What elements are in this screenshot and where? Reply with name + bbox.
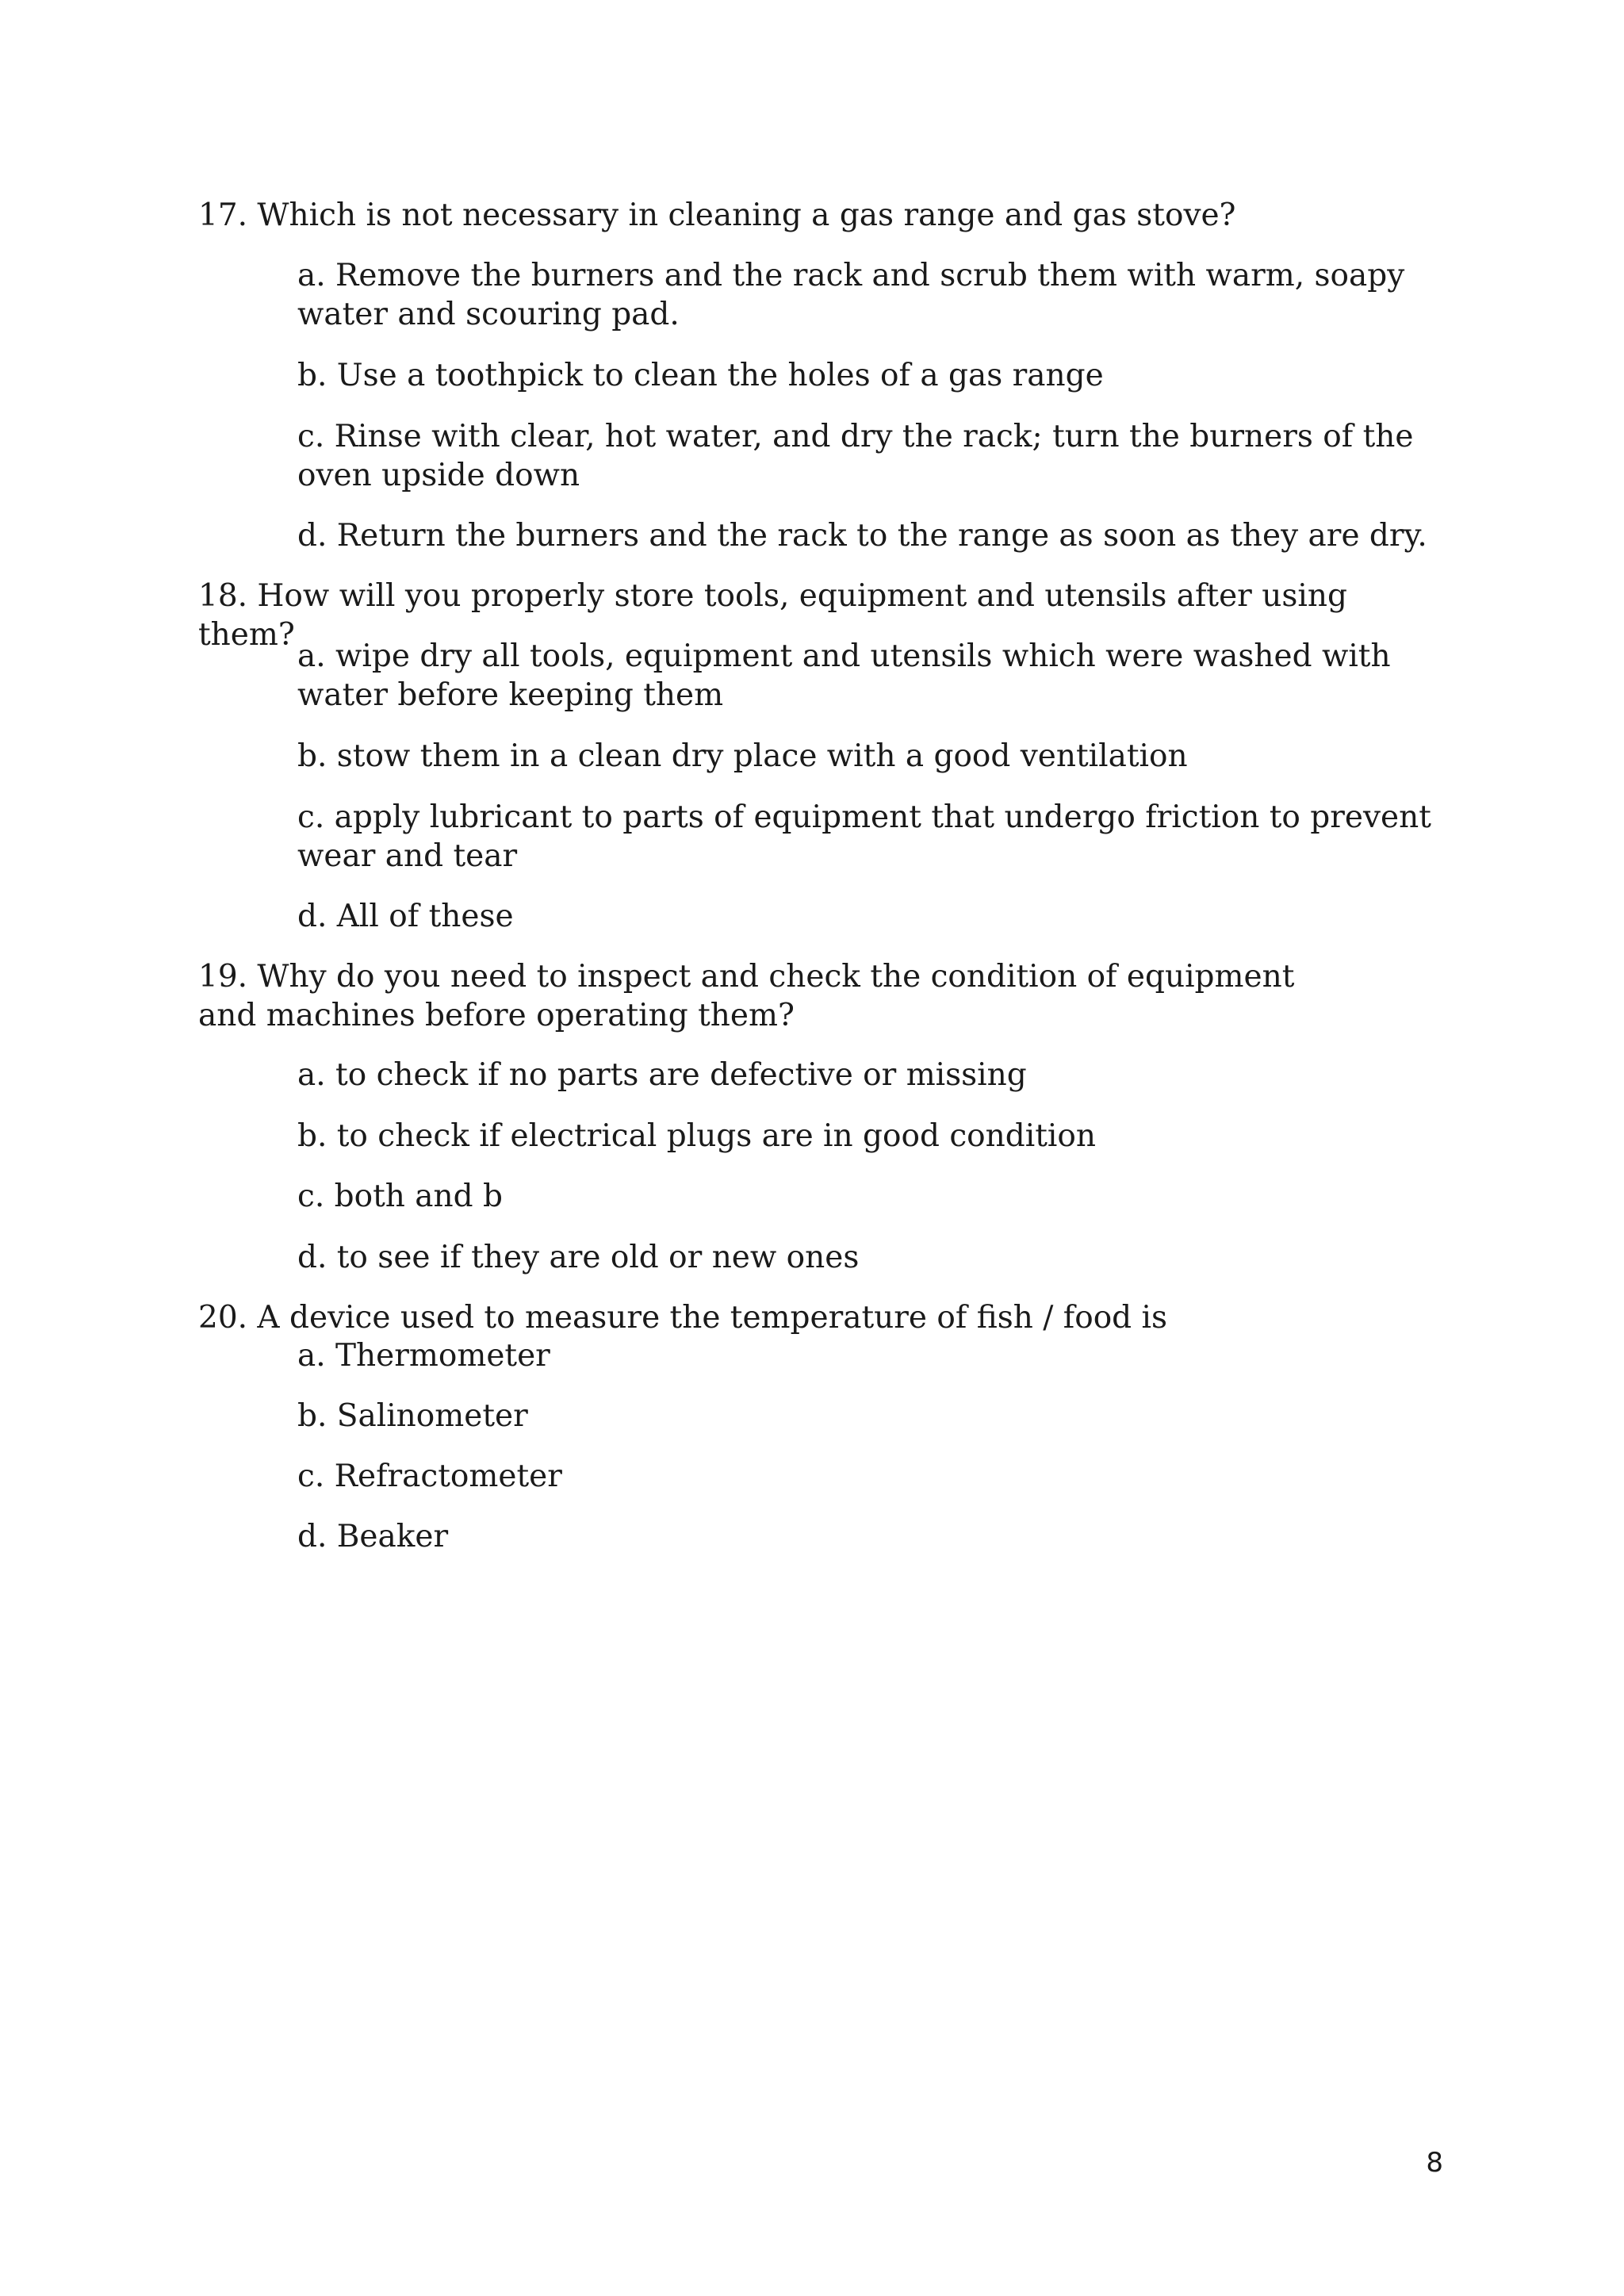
question-20-stem: 20. A device used to measure the temperature of fish / food is xyxy=(198,1300,1168,1336)
question-18-option-d: d. All of these xyxy=(297,899,514,934)
question-20-option-d: d. Beaker xyxy=(297,1519,449,1554)
question-19-option-b: b. to check if electrical plugs are in good condition xyxy=(297,1118,1096,1154)
question-19-option-d: d. to see if they are old or new ones xyxy=(297,1240,860,1275)
question-19-stem: 19. Why do you need to inspect and check the condition of equipment and machines before operating them? xyxy=(198,959,1295,1033)
question-19-option-c: c. both and b xyxy=(297,1179,503,1214)
question-20-option-c: c. Refractometer xyxy=(297,1458,562,1494)
question-17-option-a: a. Remove the burners and the rack and scrub them with warm, soapy water and scouring pad. xyxy=(297,258,1405,332)
question-17-option-d: d. Return the burners and the rack to the range as soon as they are dry. xyxy=(297,518,1427,554)
question-20-option-a: a. Thermometer xyxy=(297,1338,550,1374)
question-20-option-b: b. Salinometer xyxy=(297,1398,528,1434)
page-number: 8 xyxy=(1426,2147,1443,2179)
question-17-option-c: c. Rinse with clear, hot water, and dry the rack; turn the burners of the oven upside down xyxy=(297,419,1414,493)
question-19-option-a: a. to check if no parts are defective or missing xyxy=(297,1057,1027,1093)
question-18-option-a: a. wipe dry all tools, equipment and utensils which were washed with water before keeping them xyxy=(297,638,1391,713)
question-17-option-b: b. Use a toothpick to clean the holes of a gas range xyxy=(297,358,1104,393)
question-18-option-c: c. apply lubricant to parts of equipment that undergo friction to prevent wear and tear xyxy=(297,799,1431,874)
question-18-stem: 18. How will you properly store tools, equipment and utensils after using them? xyxy=(198,578,1347,653)
question-17-stem: 17. Which is not necessary in cleaning a gas range and gas stove? xyxy=(198,197,1236,233)
question-18-option-b: b. stow them in a clean dry place with a good ventilation xyxy=(297,738,1188,774)
